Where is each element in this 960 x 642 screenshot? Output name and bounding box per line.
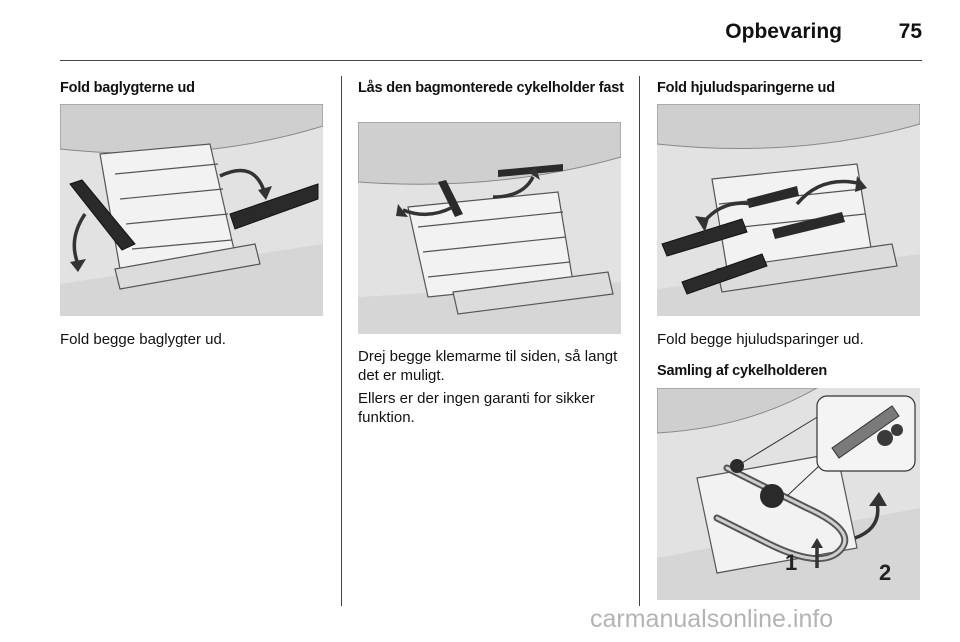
section-heading-fold-wheel-recesses: Fold hjuludsparingerne ud [657,80,835,96]
body-text-fold-wheel-recesses: Fold begge hjuludsparinger ud. [657,331,864,348]
page-header-title: Opbevaring [725,20,842,43]
callout-number-2: 2 [879,560,892,585]
figure-lock-bike-carrier [358,122,621,334]
figure-assembly [657,388,920,600]
section-heading-fold-tail-lights: Fold baglygterne ud [60,80,195,96]
callout-number-1: 1 [785,550,798,575]
figure-wheel-recesses [657,104,920,316]
column-divider-2 [639,76,640,606]
section-heading-lock-bike-carrier: Lås den bagmonterede cykelholder fast [358,80,624,96]
header-rule [60,60,922,61]
body-text-fold-tail-lights: Fold begge baglygter ud. [60,331,226,348]
section-heading-assembly: Samling af cykelholderen [657,363,828,379]
body-text-safety-warning: Ellers er der ingen garanti for sikker funktion. [358,390,595,426]
page-number: 75 [898,20,922,43]
figure-tail-lights [60,104,323,316]
column-divider-1 [341,76,342,606]
body-text-turn-clamp-arms: Drej begge klemarme til siden, så langt det er muligt. [358,348,618,384]
watermark: carmanualsonline.info [590,605,834,633]
